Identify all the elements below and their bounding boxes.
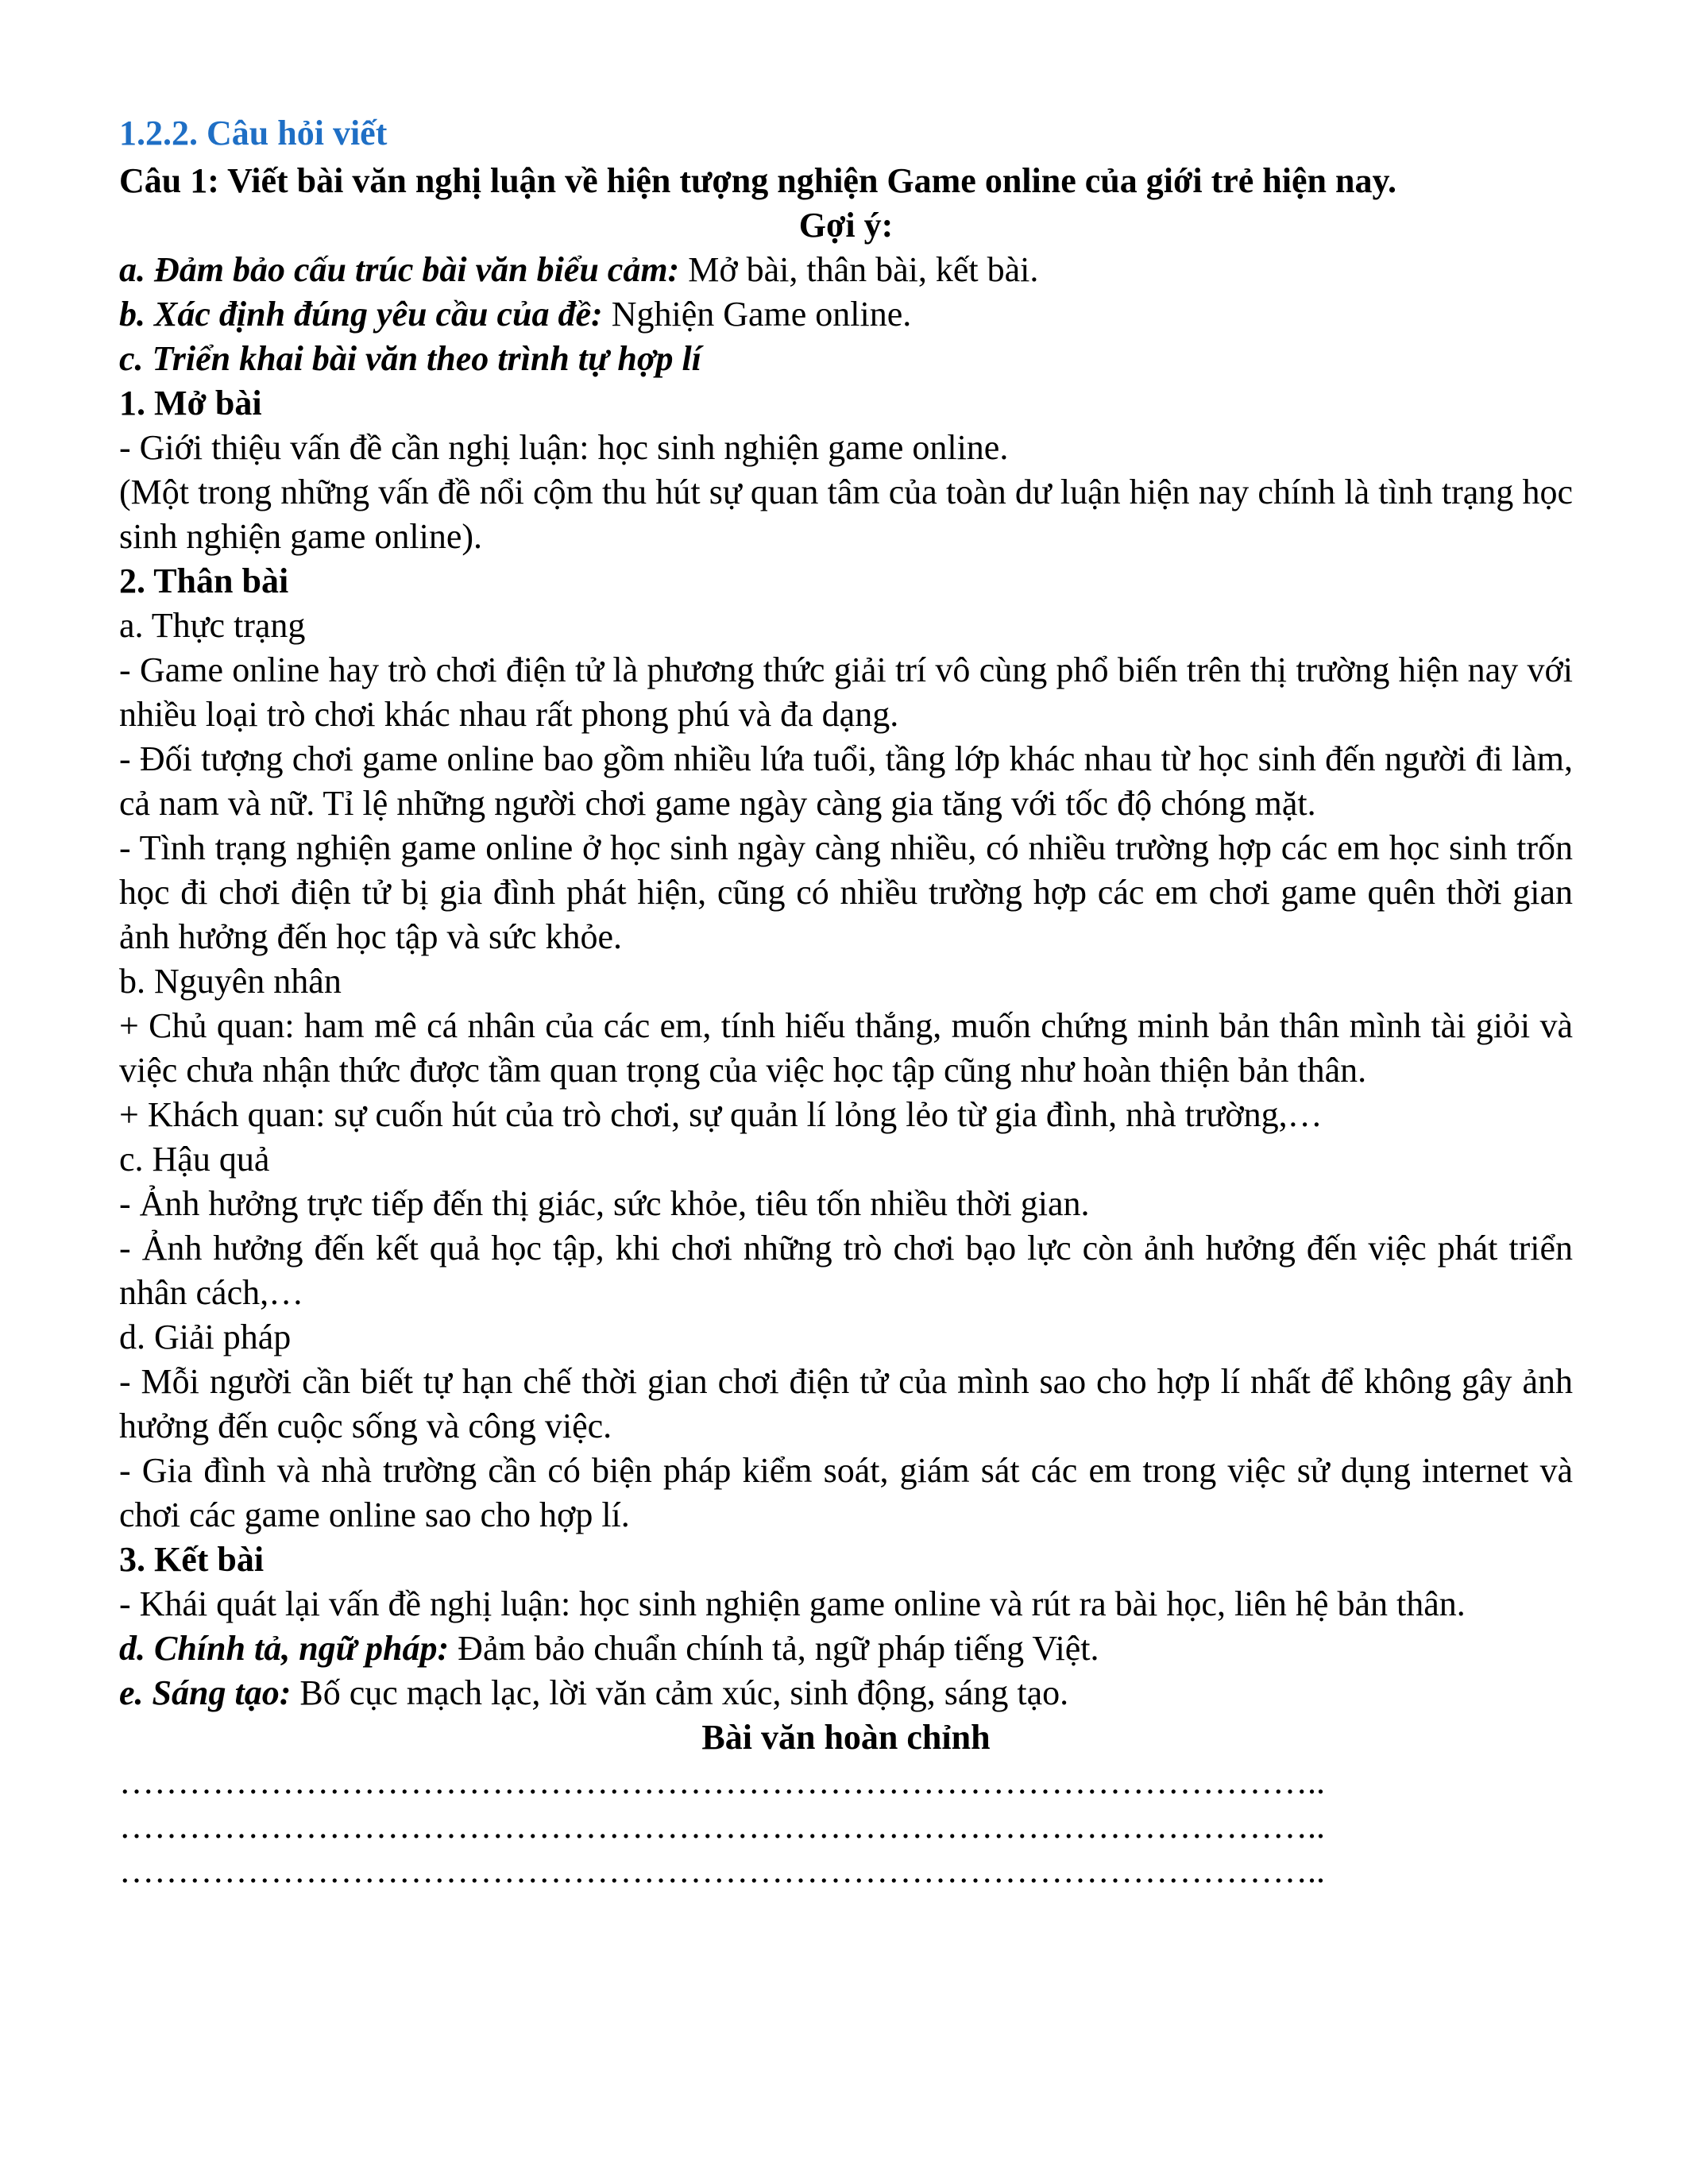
criterion-e bbox=[119, 1671, 1573, 1715]
hint-heading: Gợi ý: bbox=[798, 206, 894, 245]
thuc-trang-heading: a. Thực trạng bbox=[119, 606, 306, 645]
criterion-b-text: Nghiện Game online. bbox=[602, 295, 912, 334]
answer-line[interactable]: ………………………………………………………………………………………….. bbox=[119, 1807, 1325, 1846]
hau-qua-paragraph-1: - Ảnh hưởng trực tiếp đến thị giác, sức khỏe, tiêu tốn nhiều thời gian. bbox=[119, 1184, 1090, 1223]
thuc-trang-paragraph-2: - Đối tượng chơi game online bao gồm nhiều lứa tuổi, tầng lớp khác nhau từ học sinh đến người đi làm, cả nam và nữ. Tỉ lệ những người chơi game ngày càng gia tăng với tốc độ chóng mặt. bbox=[119, 739, 1573, 823]
giai-phap-paragraph-2: - Gia đình và nhà trường cần có biện pháp kiểm soát, giám sát các em trong việc sử dụng internet và chơi các game online sao cho hợp lí. bbox=[119, 1451, 1573, 1534]
criterion-b bbox=[119, 292, 1573, 337]
nguyen-nhan-heading: b. Nguyên nhân bbox=[119, 962, 342, 1001]
mo-bai-heading: 1. Mở bài bbox=[119, 384, 262, 423]
section-title: 1.2.2. Câu hỏi viết bbox=[119, 114, 388, 152]
criterion-d-text: Đảm bảo chuẩn chính tả, ngữ pháp tiếng Việt. bbox=[449, 1629, 1099, 1668]
criterion-c: c. Triển khai bài văn theo trình tự hợp lí bbox=[119, 339, 701, 378]
hau-qua-paragraph-2: - Ảnh hưởng đến kết quả học tập, khi chơi những trò chơi bạo lực còn ảnh hưởng đến việc phát triển nhân cách,… bbox=[119, 1229, 1573, 1312]
nguyen-nhan-paragraph-2: + Khách quan: sự cuốn hút của trò chơi, sự quản lí lỏng lẻo từ gia đình, nhà trường,… bbox=[119, 1095, 1323, 1134]
nguyen-nhan-paragraph-1: + Chủ quan: ham mê cá nhân của các em, tính hiếu thắng, muốn chứng minh bản thân mình tài giỏi và việc chưa nhận thức được tầm quan trọng của việc học tập cũng như hoàn thiện bản thân. bbox=[119, 1006, 1573, 1090]
document-page bbox=[119, 111, 1573, 1893]
criterion-a-text: Mở bài, thân bài, kết bài. bbox=[679, 250, 1039, 289]
ket-bai-heading: 3. Kết bài bbox=[119, 1540, 265, 1579]
criterion-d bbox=[119, 1626, 1573, 1671]
criterion-b-label: b. Xác định đúng yêu cầu của đề: bbox=[119, 295, 603, 334]
ket-bai-paragraph-1: - Khái quát lại vấn đề nghị luận: học sinh nghiện game online và rút ra bài học, liên hệ bản thân. bbox=[119, 1584, 1466, 1623]
giai-phap-heading: d. Giải pháp bbox=[119, 1318, 292, 1356]
hau-qua-heading: c. Hậu quả bbox=[119, 1140, 270, 1179]
mo-bai-paragraph-2: (Một trong những vấn đề nổi cộm thu hút sự quan tâm của toàn dư luận hiện nay chính là tình trạng học sinh nghiện game online). bbox=[119, 473, 1573, 556]
answer-line[interactable]: ………………………………………………………………………………………….. bbox=[119, 1762, 1325, 1801]
than-bai-heading: 2. Thân bài bbox=[119, 561, 289, 600]
criterion-d-label: d. Chính tả, ngữ pháp: bbox=[119, 1629, 450, 1668]
question-text: Câu 1: Viết bài văn nghị luận về hiện tượng nghiện Game online của giới trẻ hiện nay. bbox=[119, 161, 1397, 200]
thuc-trang-paragraph-3: - Tình trạng nghiện game online ở học sinh ngày càng nhiều, có nhiều trường hợp các em học sinh trốn học đi chơi điện tử bị gia đình phát hiện, cũng có nhiều trường hợp các em chơi game quên thời gian ảnh hưởng đến học tập và sức khỏe. bbox=[119, 828, 1573, 956]
criterion-e-text: Bố cục mạch lạc, lời văn cảm xúc, sinh động, sáng tạo. bbox=[291, 1673, 1069, 1712]
criterion-a bbox=[119, 248, 1573, 292]
criterion-e-label: e. Sáng tạo: bbox=[119, 1673, 292, 1712]
mo-bai-paragraph-1: - Giới thiệu vấn đề cần nghị luận: học sinh nghiện game online. bbox=[119, 428, 1009, 467]
giai-phap-paragraph-1: - Mỗi người cần biết tự hạn chế thời gian chơi điện tử của mình sao cho hợp lí nhất để không gây ảnh hưởng đến cuộc sống và công việc. bbox=[119, 1362, 1573, 1445]
criterion-a-label: a. Đảm bảo cấu trúc bài văn biểu cảm: bbox=[119, 250, 680, 289]
complete-essay-heading: Bài văn hoàn chỉnh bbox=[701, 1718, 991, 1757]
thuc-trang-paragraph-1: - Game online hay trò chơi điện tử là phương thức giải trí vô cùng phổ biến trên thị trường hiện nay với nhiều loại trò chơi khác nhau rất phong phú và đa dạng. bbox=[119, 650, 1573, 734]
answer-line[interactable]: ………………………………………………………………………………………….. bbox=[119, 1851, 1325, 1890]
